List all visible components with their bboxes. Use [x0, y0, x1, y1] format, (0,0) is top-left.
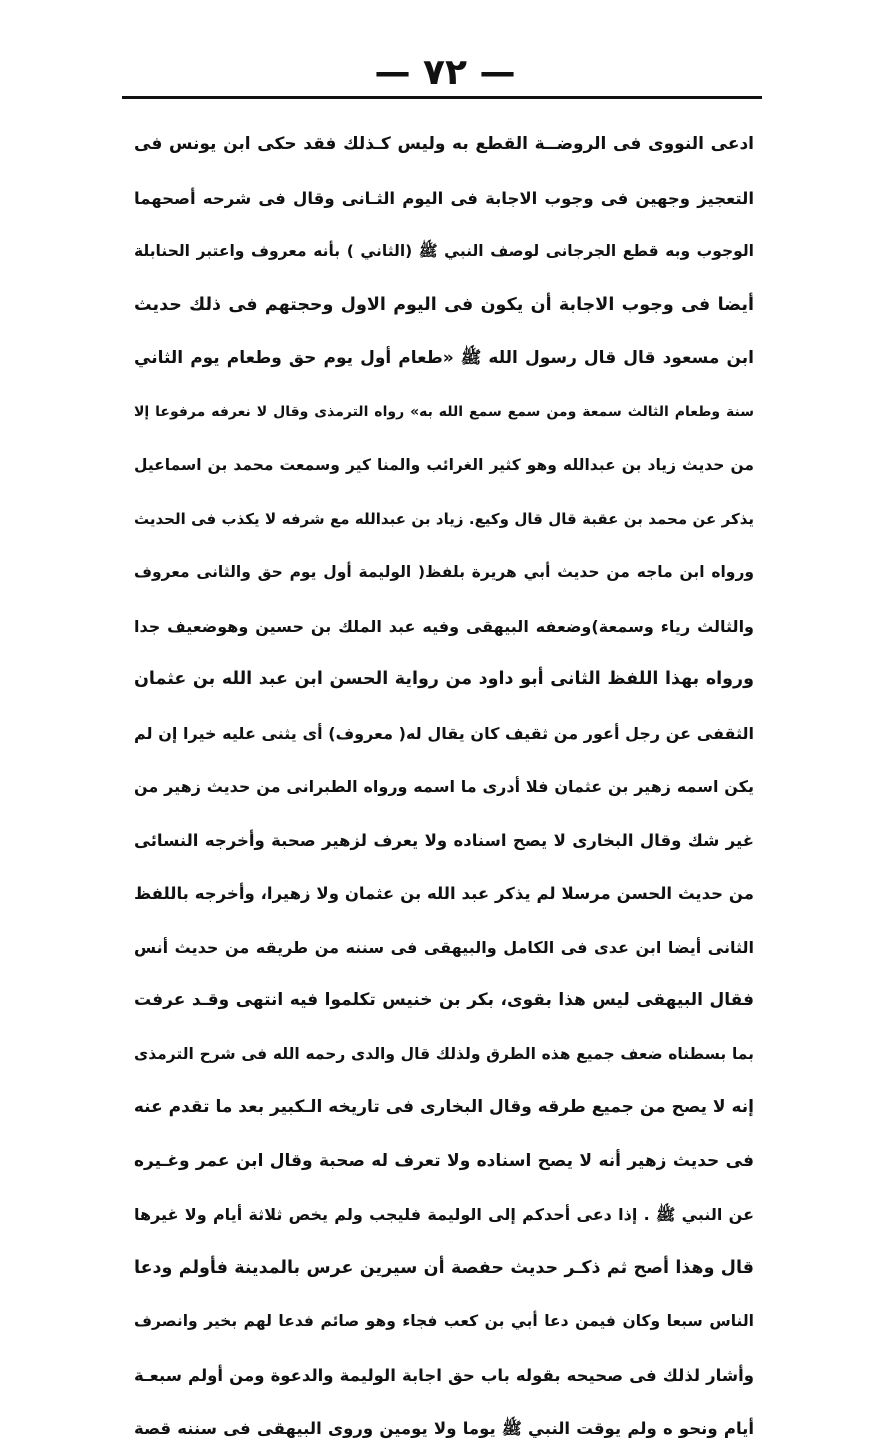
text-line: يكن اسمه زهير بن عثمان فلا أدرى ما اسمه ورواه الطبرانى من حديث زهير من	[134, 777, 754, 796]
text-line: يذكر عن محمد بن عقبة قال قال وكيع. زياد بن عبدالله مع شرفه لا يكذب فى الحديث	[134, 509, 754, 528]
text-line: فقال البيهقى ليس هذا بقوى، بكر بن خنيس تكلموا فيه انتهى وقـد عرفت	[134, 990, 754, 1010]
text-line: ورواه ابن ماجه من حديث أبي هريرة بلفظ( الوليمة أول يوم حق والثانى معروف	[134, 563, 754, 581]
text-line: ادعى النووى فى الروضــة القطع به وليس كـذلك فقد حكى ابن يونس فى	[134, 134, 754, 154]
text-line: والثالث رياء وسمعة)وضعفه البيهقى وفيه عبد الملك بن حسين وهوضعيف جدا	[134, 616, 754, 636]
text-line: سنة وطعام الثالث سمعة ومن سمع سمع الله به» رواه الترمذى وقال لا نعرفه مرفوعا إلا	[134, 403, 754, 420]
text-line: فى حديث زهير أنه لا يصح اسناده ولا تعرف له صحبة وقال ابن عمر وغـيره	[134, 1150, 754, 1171]
text-line: الوجوب وبه قطع الجرجانى لوصف النبي ﷺ (الثاني ) بأنه معروف واعتبر الحنابلة	[134, 242, 754, 260]
text-line: ورواه بهذا اللفظ الثانى أبو داود من رواية الحسن ابن عبد الله بن عثمان	[134, 669, 754, 689]
text-line: وأشار لذلك فى صحيحه بقوله باب حق اجابة الوليمة والدعوة ومن أولم سبعـة	[134, 1365, 754, 1385]
text-line: عن النبي ﷺ . إذا دعى أحدكم إلى الوليمة فليجب ولم يخص ثلاثة أيام ولا غيرها	[134, 1205, 754, 1224]
text-line: الثانى أيضا ابن عدى فى الكامل والبيهقى فى سننه من طريقه من حديث أنس	[134, 937, 754, 957]
text-line: التعجيز وجهين فى وجوب الاجابة فى اليوم الثـانى وقال فى شرحه أصحهما	[134, 188, 754, 208]
text-line: الثقفى عن رجل أعور من ثقيف كان يقال له( معروف) أى يثنى عليه خيرا إن لم	[134, 723, 754, 743]
page-number: — ٧٢ —	[374, 52, 516, 93]
text-line: الناس سبعا وكان فيمن دعا أبي بن كعب فجاء وهو صائم فدعا لهم بخير وانصرف	[134, 1312, 754, 1330]
body-text	[134, 118, 754, 1456]
header-rule	[122, 96, 762, 99]
text-line: بما بسطناه ضعف جميع هذه الطرق ولذلك قال والدى رحمه الله فى شرح الترمذى	[134, 1044, 754, 1063]
text-line: إنه لا يصح من جميع طرقه وقال البخارى فى تاريخه الـكبير بعد ما تقدم عنه	[134, 1097, 754, 1117]
text-line: من حديث زياد بن عبدالله وهو كثير الغرائب والمنا كير وسمعت محمد بن اسماعيل	[134, 456, 754, 474]
text-line: غير شك وقال البخارى لا يصح اسناده ولا يعرف لزهير صحبة وأخرجه النسائى	[134, 830, 754, 850]
text-line: ابن مسعود قال قال رسول الله ﷺ «طعام أول يوم حق وطعام يوم الثاني	[134, 348, 754, 368]
text-line: أيضا فى وجوب الاجابة أن يكون فى اليوم الاول وحجتهم فى ذلك حديث	[134, 294, 754, 315]
text-line: أيام ونحو ه ولم يوقت النبي ﷺ يوما ولا يومين وروى البيهقى فى سننه قصة	[134, 1419, 754, 1438]
text-line: قال وهذا أصح ثم ذكـر حديث حفصة أن سيرين عرس بالمدينة فأولم ودعا	[134, 1257, 754, 1278]
text-line: من حديث الحسن مرسلا لم يذكر عبد الله بن عثمان ولا زهيرا، وأخرجه باللفظ	[134, 884, 754, 903]
